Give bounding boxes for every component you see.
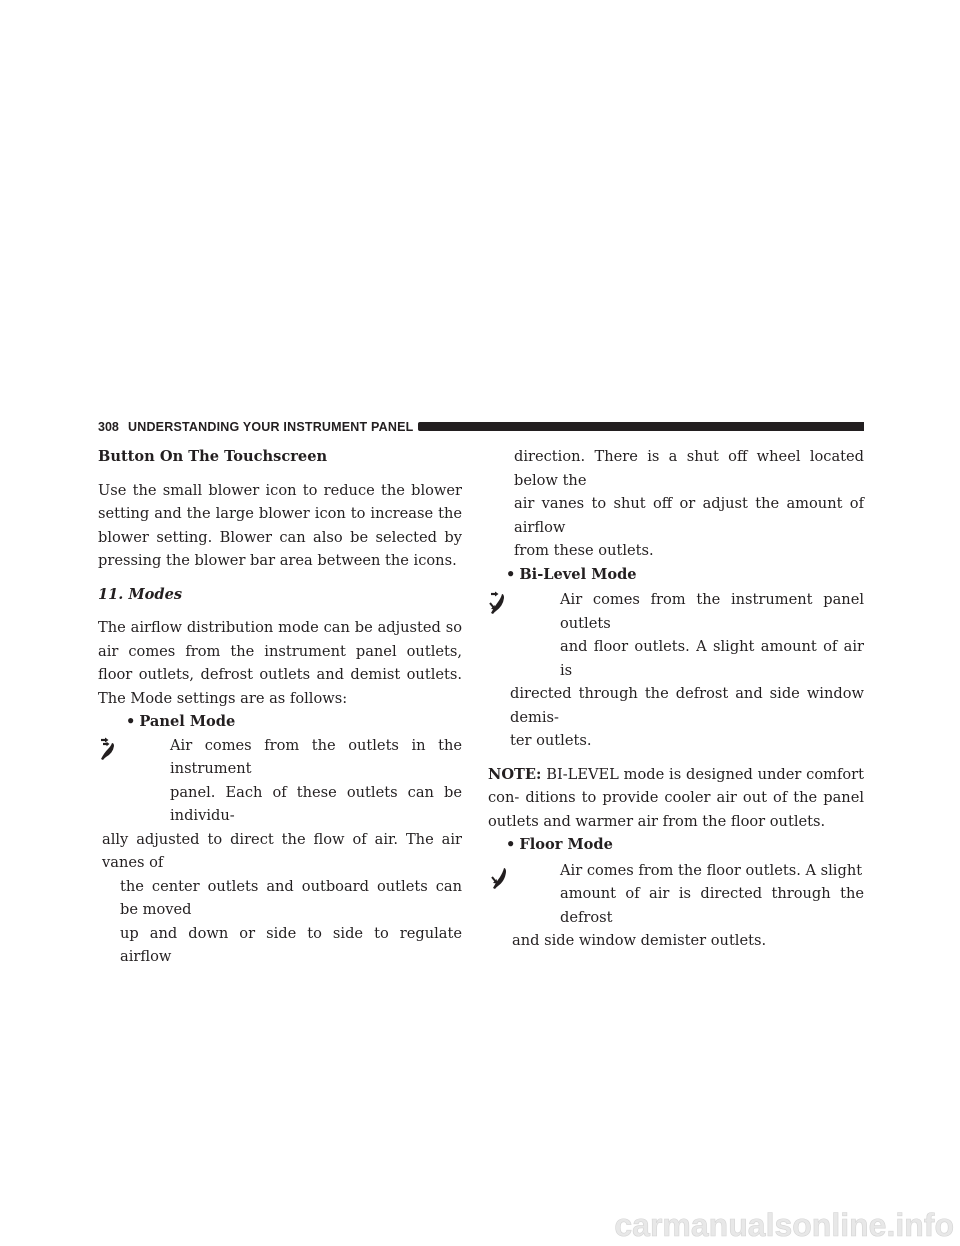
floor-line-1: Air comes from the floor outlets. A slight: [560, 861, 863, 879]
bilevel-mode-label: Bi-Level Mode: [519, 565, 637, 583]
panel-cont-line-3: from these outlets.: [514, 542, 654, 559]
note-paragraph: [488, 763, 864, 834]
panel-mode-line-3: ally adjusted to direct the flow of air. The air vanes of: [102, 830, 462, 871]
bullet-dot: •: [506, 836, 516, 853]
floor-mode-body: [488, 859, 864, 953]
panel-mode-body: [98, 734, 462, 969]
bullet-dot: •: [126, 713, 136, 730]
floor-mode-icon: [490, 865, 518, 891]
heading-modes: 11. Modes: [98, 585, 183, 603]
bullet-floor-mode: [488, 833, 864, 857]
left-column: [98, 445, 462, 969]
panel-mode-label: Panel Mode: [139, 713, 236, 730]
bullet-panel-mode: [98, 710, 462, 734]
floor-line-3: and side window demister outlets.: [512, 932, 767, 949]
panel-mode-line-1: Air comes from the outlets in the instrument: [170, 736, 462, 777]
bullet-dot: •: [506, 565, 516, 583]
panel-mode-icon: [98, 736, 126, 762]
floor-mode-label: Floor Mode: [519, 836, 613, 853]
bilevel-line-2: and floor outlets. A slight amount of air is: [560, 638, 864, 679]
bilevel-mode-icon: [488, 590, 516, 616]
header-rule: [418, 422, 864, 431]
bilevel-line-1: Air comes from the instrument panel outlets: [560, 591, 864, 632]
note-label: NOTE:: [488, 765, 542, 783]
panel-mode-line-5: up and down or side to side to regulate airflow: [120, 924, 462, 965]
bilevel-line-3: directed through the defrost and side window demis-: [510, 685, 864, 726]
paragraph-modes: The airflow distribution mode can be adjusted so air comes from the instrument panel outlets, floor outlets, defrost outlets and demist outlets. The Mode settings are as follows:: [98, 619, 462, 707]
right-column: [488, 445, 864, 953]
section-title: UNDERSTANDING YOUR INSTRUMENT PANEL: [128, 420, 414, 434]
bilevel-line-4: ter outlets.: [510, 732, 592, 749]
panel-mode-line-2: panel. Each of these outlets can be individu-: [170, 783, 462, 824]
heading-button-touchscreen: Button On The Touchscreen: [98, 448, 328, 465]
page-header: [98, 418, 864, 436]
watermark-logo: [0, 1202, 960, 1242]
paragraph-blower: Use the small blower icon to reduce the blower setting and the large blower icon to increase the blower setting. Blower can also be selected by pressing the blower bar area between the icons.: [98, 481, 462, 569]
watermark-text: carmanualsonline.info: [614, 1207, 954, 1242]
panel-cont-line-1: direction. There is a shut off wheel located below the: [514, 448, 864, 489]
floor-line-2: amount of air is directed through the defrost: [560, 885, 864, 926]
page-number: 308: [98, 420, 119, 434]
bilevel-mode-body: [488, 588, 864, 753]
panel-mode-line-4: the center outlets and outboard outlets can be moved: [120, 877, 462, 918]
note-text: BI-LEVEL mode is designed under comfort con- ditions to provide cooler air out of the panel outlets and warmer air from the floor outlets.: [488, 765, 864, 830]
bullet-bilevel-mode: [488, 563, 864, 587]
panel-cont-line-2: air vanes to shut off or adjust the amount of airflow: [514, 495, 864, 536]
